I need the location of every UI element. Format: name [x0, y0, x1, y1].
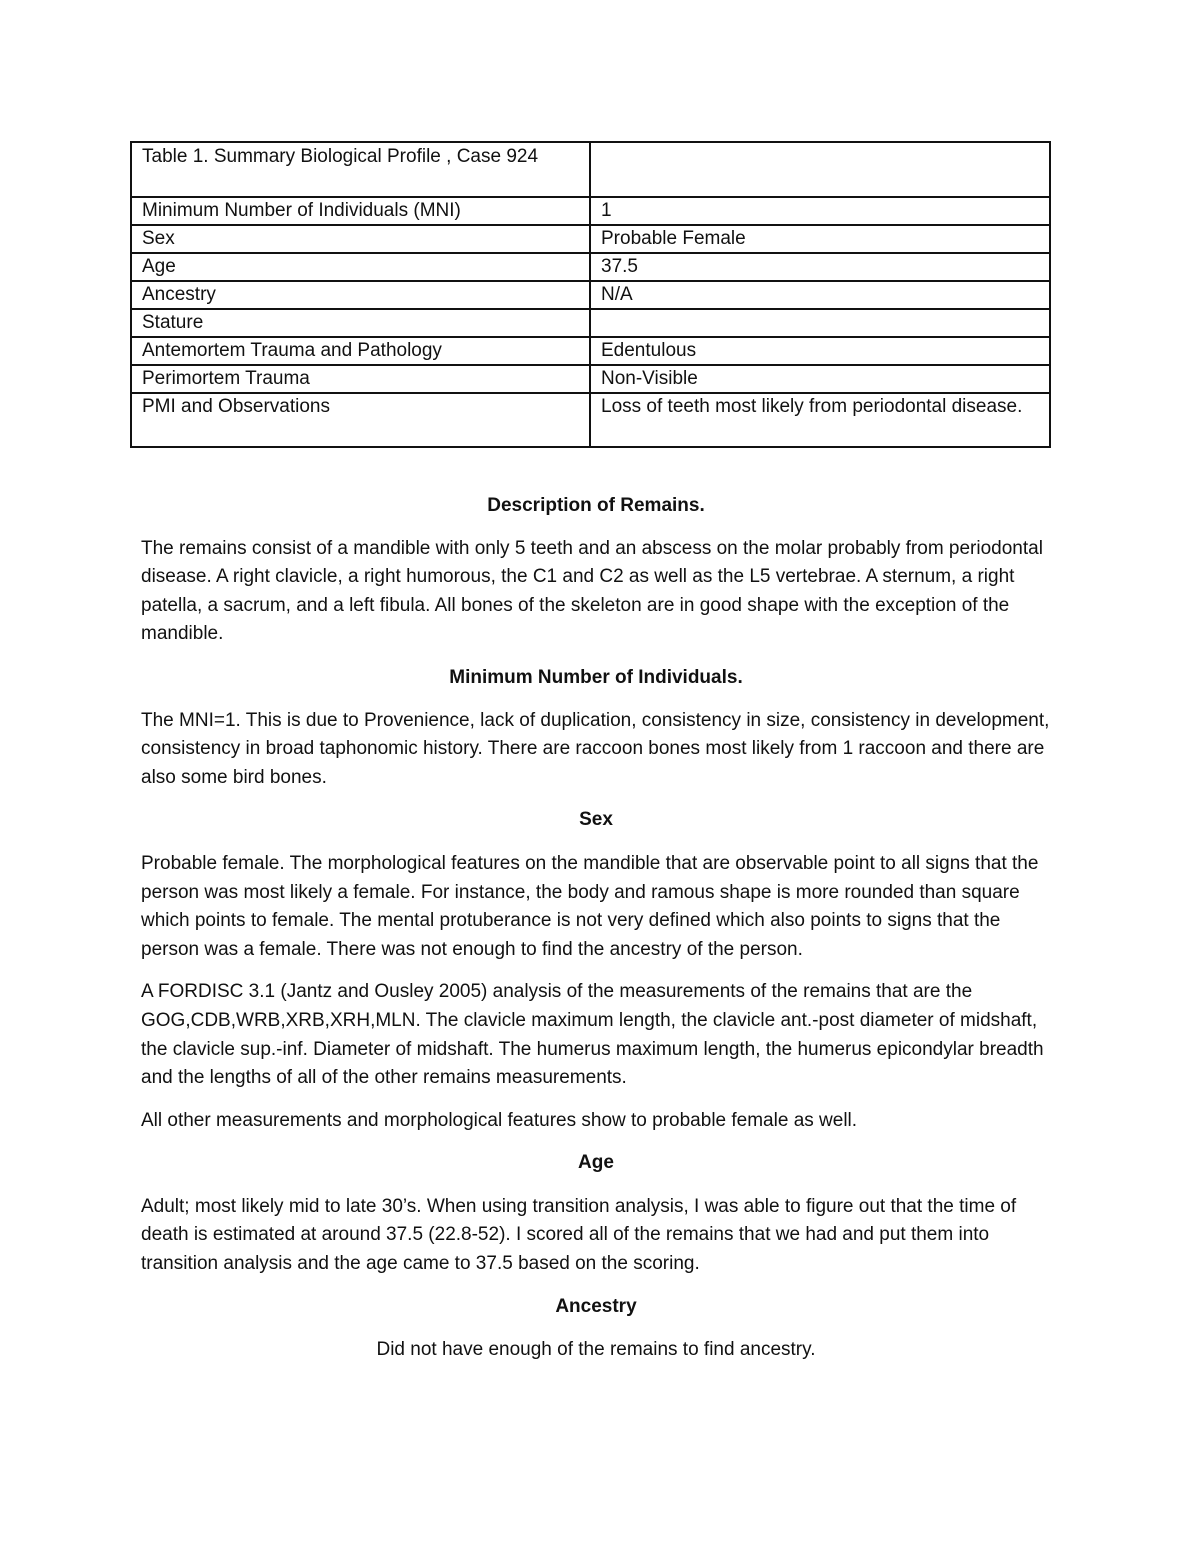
- row-label-perimortem: Perimortem Trauma: [131, 365, 590, 393]
- row-value-perimortem: Non-Visible: [590, 365, 1050, 393]
- heading-description: Description of Remains.: [487, 495, 705, 516]
- paragraph-fordisc: A FORDISC 3.1 (Jantz and Ousley 2005) analysis of the measurements of the remains that are the GOG,CDB,WRB,XRB,XRH,MLN. The clavicle maximum length, the clavicle ant.-post diameter of midshaft, the clavicle sup.-inf. Diameter of midshaft. The humerus maximum length, the humerus epicondylar breadth and the lengths of all of the other remains measurements.: [141, 981, 1044, 1089]
- row-label-stature: Stature: [131, 309, 590, 337]
- row-value-pmi: Loss of teeth most likely from periodontal disease.: [590, 393, 1050, 447]
- paragraph-ancestry: Did not have enough of the remains to find ancestry.: [376, 1339, 816, 1361]
- row-label-sex: Sex: [131, 225, 590, 253]
- row-value-ancestry: N/A: [590, 281, 1050, 309]
- paragraph-description: The remains consist of a mandible with only 5 teeth and an abscess on the molar probably from periodontal disease. A right clavicle, a right humorous, the C1 and C2 as well as the L5 vertebrae. A sternum, a right patella, a sacrum, and a left fibula. All bones of the skeleton are in good shape with the exception of the mandible.: [141, 537, 1043, 645]
- paragraph-all-other: All other measurements and morphological features show to probable female as well.: [141, 1109, 858, 1131]
- row-value-sex: Probable Female: [590, 225, 1050, 253]
- row-label-pmi: PMI and Observations: [131, 393, 590, 447]
- row-label-mni: Minimum Number of Individuals (MNI): [131, 197, 590, 225]
- paragraph-mni: The MNI=1. This is due to Provenience, lack of duplication, consistency in size, consistency in development, consistency in broad taphonomic history. There are raccoon bones most likely from 1 raccoon and there are also some bird bones.: [141, 709, 1050, 788]
- document-content: [141, 141, 1051, 1365]
- heading-ancestry: Ancestry: [555, 1295, 637, 1317]
- biological-profile-table: [130, 141, 1051, 448]
- row-value-stature: [590, 309, 1050, 337]
- table-row: [131, 281, 1050, 309]
- table-row: [131, 393, 1050, 447]
- heading-sex: Sex: [579, 809, 613, 831]
- paragraph-age: Adult; most likely mid to late 30’s. When using transition analysis, I was able to figure out that the time of death is estimated at around 37.5 (22.8-52). I scored all of the remains that we had and put them into transition analysis and the age came to 37.5 based on the scoring.: [141, 1195, 1017, 1275]
- table-row: [131, 365, 1050, 393]
- row-label-ancestry: Ancestry: [131, 281, 590, 309]
- row-value-age: 37.5: [590, 253, 1050, 281]
- heading-mni: Minimum Number of Individuals.: [449, 666, 743, 688]
- table-row: [131, 253, 1050, 281]
- row-label-age: Age: [131, 253, 590, 281]
- table-row: [131, 225, 1050, 253]
- heading-age: Age: [578, 1152, 614, 1174]
- row-value-mni: 1: [590, 197, 1050, 225]
- table-row: [131, 197, 1050, 225]
- table-title-row: [131, 142, 1050, 197]
- table-title: Table 1. Summary Biological Profile , Case 924: [131, 142, 590, 197]
- table-title-empty-cell: [590, 142, 1050, 197]
- row-value-antemortem: Edentulous: [590, 337, 1050, 365]
- table-row: [131, 309, 1050, 337]
- row-label-antemortem: Antemortem Trauma and Pathology: [131, 337, 590, 365]
- table-row: [131, 337, 1050, 365]
- paragraph-sex: Probable female. The morphological features on the mandible that are observable point to all signs that the person was most likely a female. For instance, the body and ramous shape is more rounded than square which points to female. The mental protuberance is not very defined which also points to signs that the person was a female. There was not enough to find the ancestry of the person.: [141, 852, 1039, 960]
